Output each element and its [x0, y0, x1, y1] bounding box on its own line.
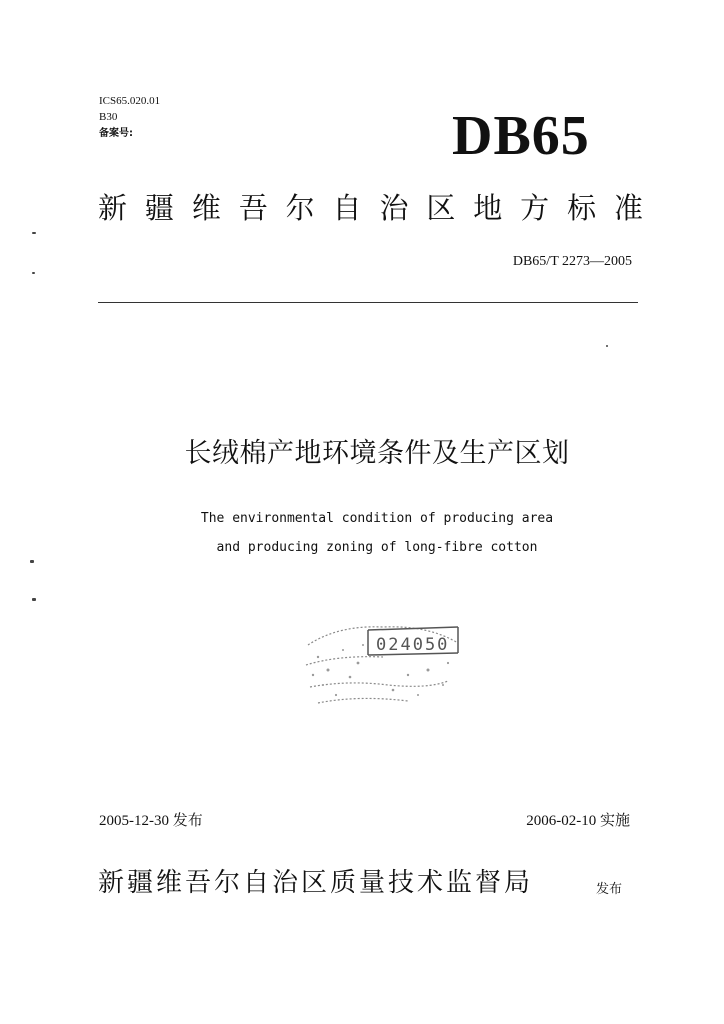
- document-title-en-line2: and producing zoning of long-fibre cotton: [216, 540, 538, 555]
- stamp-number: 024050: [376, 635, 450, 655]
- standard-type-char: 方: [520, 191, 550, 225]
- implement-date: 2006-02-10 实施: [526, 813, 630, 829]
- scan-speck: [32, 272, 35, 274]
- header-divider: [98, 302, 638, 303]
- archive-stamp: [298, 615, 468, 710]
- standard-type-char: 疆: [144, 191, 174, 225]
- standard-type-char: 自: [332, 191, 362, 225]
- filing-number-label: 备案号:: [99, 128, 133, 139]
- standard-type-char: 准: [613, 191, 643, 225]
- document-title-zh: 长绒棉产地环境条件及生产区划: [184, 438, 570, 469]
- standard-type-char: 标: [567, 191, 597, 225]
- standard-type-char: 新: [98, 191, 128, 225]
- scan-speck: [606, 345, 608, 347]
- ics-code: ICS65.020.01: [99, 95, 161, 107]
- standard-type-title: [98, 190, 643, 226]
- standard-type-char: 治: [379, 191, 409, 225]
- publish-date: 2005-12-30 发布: [99, 813, 203, 829]
- standard-type-char: 地: [473, 191, 503, 225]
- standard-code: DB65: [452, 105, 590, 167]
- standard-type-char: 区: [426, 191, 456, 225]
- standard-number: DB65/T 2273—2005: [512, 254, 632, 269]
- scan-speck: [32, 598, 36, 601]
- issuing-authority: 新疆维吾尔自治区质量技术监督局: [98, 868, 534, 898]
- standard-type-char: 维: [191, 191, 221, 225]
- scan-speck: [32, 232, 36, 234]
- classification-code: B30: [99, 111, 118, 123]
- issuer-suffix: 发布: [596, 882, 623, 897]
- scan-speck: [30, 560, 34, 563]
- standard-type-char: 尔: [285, 191, 315, 225]
- document-title-en-line1: The environmental condition of producing area: [200, 511, 554, 526]
- standard-type-char: 吾: [238, 191, 268, 225]
